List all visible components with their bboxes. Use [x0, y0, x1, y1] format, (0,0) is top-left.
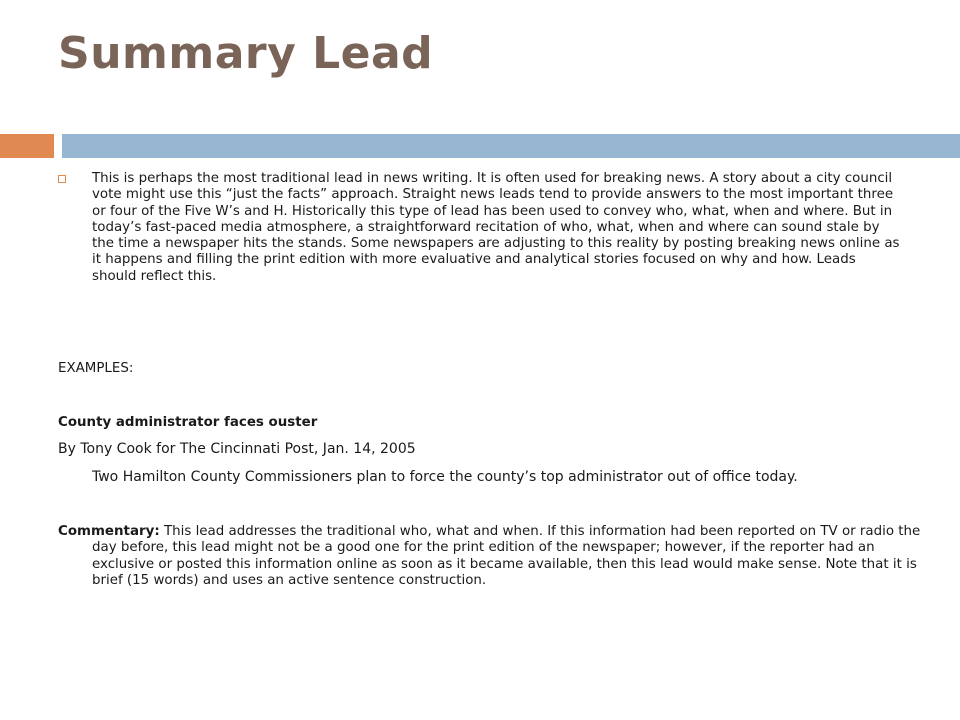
example-headline: County administrator faces ouster — [58, 415, 318, 430]
slide-title: Summary Lead — [58, 28, 434, 79]
bullet-paragraph: This is perhaps the most traditional lead in news writing. It is often used for breaking news. A story about a city council vote might use this “just the facts” approach. Straight news leads tend to provide answers to the most important three or four of the Five W’s and H. Historically this type of lead has been used to convey who, what, when and where. But in today’s fast-paced media atmosphere, a straightforward recitation of who, what, when and where can sound stale by the time a newspaper hits the stands. Some newspapers are adjusting to this reality by posting breaking news online as it happens and filling the print edition with more evaluative and analytical stories focused on why and how. Leads should reflect this. — [92, 171, 900, 284]
example-lead-text: Two Hamilton County Commissioners plan to force the county’s top administrator out of office today. — [92, 469, 798, 485]
example-byline: By Tony Cook for The Cincinnati Post, Jan. 14, 2005 — [58, 441, 416, 457]
accent-bar-orange — [0, 134, 54, 158]
hollow-square-bullet-icon — [58, 175, 66, 183]
commentary-paragraph — [58, 524, 932, 589]
examples-label: EXAMPLES: — [58, 361, 134, 376]
commentary-label: Commentary: — [58, 524, 160, 539]
commentary-text: This lead addresses the traditional who, what and when. If this information had been reported on TV or radio the day before, this lead might not be a good one for the print edition of the newspaper; however, if the reporter had an exclusive or posted this information online as soon as it became available, then this lead would make sense. Note that it is brief (15 words) and uses an active sentence construction. — [92, 524, 921, 588]
accent-bar-blue — [62, 134, 960, 158]
